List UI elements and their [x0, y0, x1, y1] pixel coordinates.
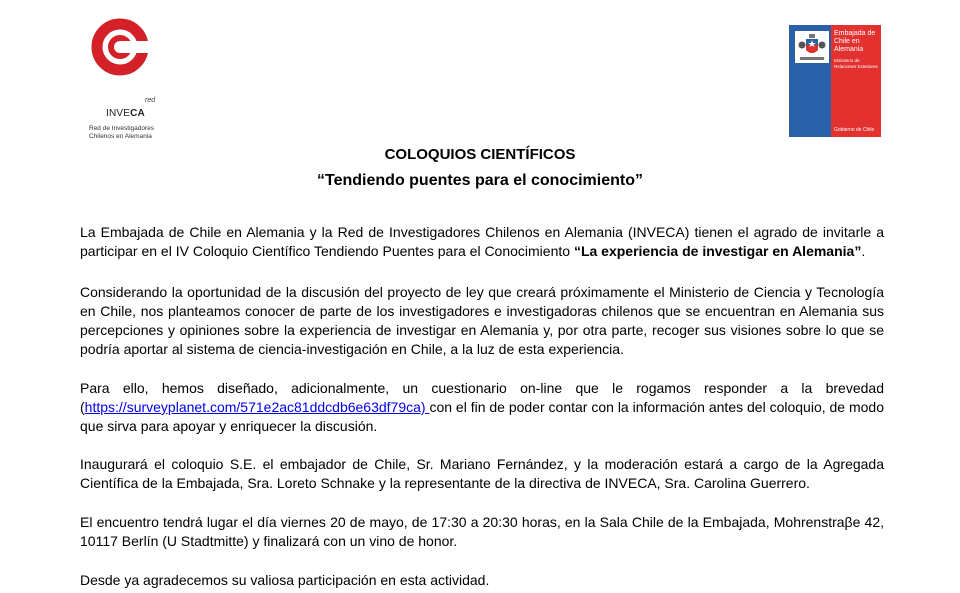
- paragraph-speakers: Inaugurará el coloquio S.E. el embajador de Chile, Sr. Mariano Fernández, y la moderación estará a cargo de la Agregada Científica de la Embajada, Sra. Loreto Schnake y la representante de la directiva de INVECA, Sra. Carolina Guerrero.: [80, 456, 884, 491]
- embassy-government: Gobierno de Chile: [834, 127, 875, 133]
- embassy-ministry: Ministerio de Relaciones Exteriores: [834, 58, 878, 69]
- embassy-logo: [789, 25, 881, 137]
- page-title: COLOQUIOS CIENTÍFICOS: [384, 146, 576, 163]
- inveca-brand-name: INVECA: [106, 108, 145, 119]
- paragraph-closing: Desde ya agradecemos su valiosa participación en esta actividad.: [80, 572, 490, 588]
- chile-coat-of-arms-icon: [795, 31, 829, 63]
- paragraph-invitation: La Embajada de Chile en Alemania y la Red de Investigadores Chilenos en Alemania (INVECA) tienen el agrado de invitarle a participar en el IV Coloquio Científico Tendiendo Puentes para el Conocimiento “La experiencia de investigar en Alemania”.: [80, 224, 884, 259]
- embassy-name: Embajada de Chile en Alemania: [834, 30, 876, 53]
- page-subtitle: “Tendiendo puentes para el conocimiento”: [317, 172, 643, 189]
- survey-link[interactable]: https://surveyplanet.com/571e2ac81ddcdb6e63df79ca): [84, 399, 430, 415]
- paragraph-context: Considerando la oportunidad de la discusión del proyecto de ley que creará próximamente el Ministerio de Ciencia y Tecnología en Chile, nos planteamos conocer de parte de los investigadores e investigadoras chilenos que se encuentran en Alemania sus percepciones y opiniones sobre la experiencia de investigar en Alemania y, por otra parte, recoger sus visiones sobre lo que se podría aportar al sistema de ciencia-investigación en Chile, a la luz de esta experiencia.: [80, 284, 884, 357]
- paragraph-venue: El encuentro tendrá lugar el día viernes 20 de mayo, de 17:30 a 20:30 horas, en la Sala Chile de la Embajada, Mohrenstraβe 42, 10117 Berlín (U Stadtmitte) y finalizará con un vino de honor.: [80, 514, 884, 549]
- inveca-c-symbol-icon: [90, 14, 152, 80]
- inveca-red-word: red: [145, 97, 156, 104]
- paragraph-survey: Para ello, hemos diseñado, adicionalmente, un cuestionario on-line que le rogamos responder a la brevedad (https://surveyplanet.com/571e2ac81ddcdb6e63df79ca) con el fin de poder contar con la información antes del coloquio, de modo que sirva para apoyar y enriquecer la discusión.: [80, 380, 884, 434]
- inveca-subtitle: Red de Investigadores Chilenos en Alemania: [89, 125, 155, 140]
- inveca-logo: [86, 14, 186, 144]
